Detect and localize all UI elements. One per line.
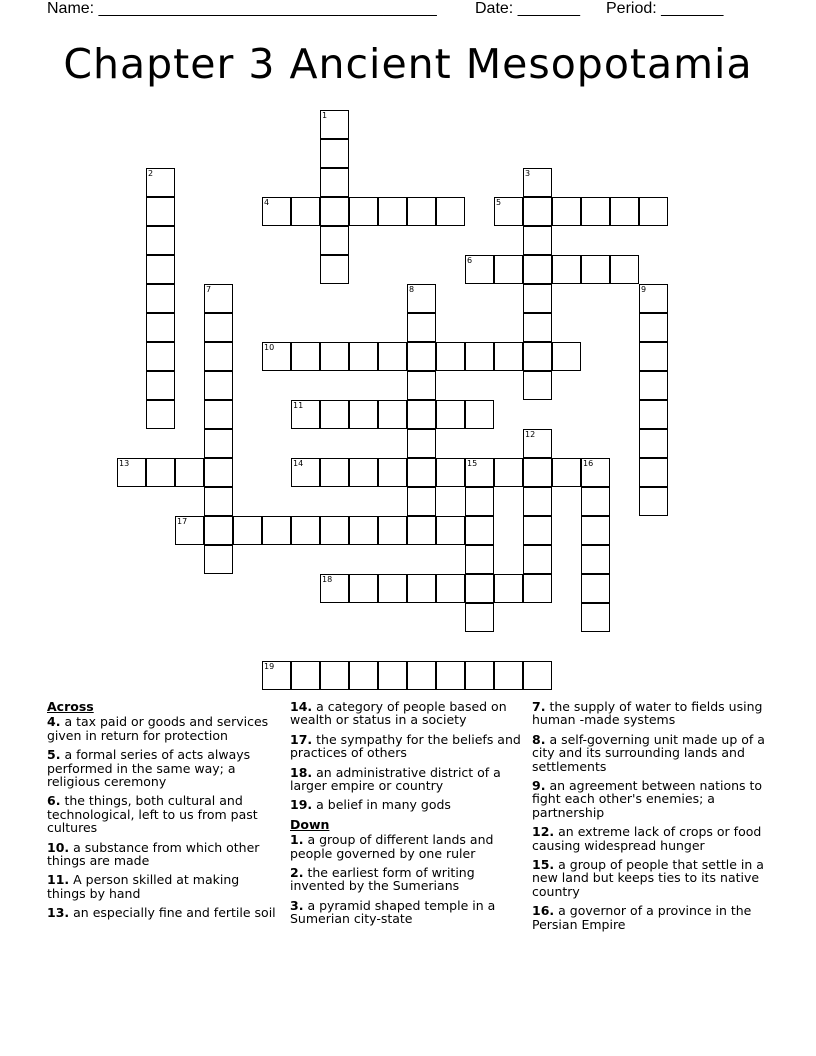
crossword-cell[interactable] (523, 429, 552, 458)
crossword-cell[interactable] (146, 458, 175, 487)
crossword-cell[interactable] (639, 284, 668, 313)
crossword-cell[interactable] (378, 197, 407, 226)
crossword-cell[interactable] (436, 400, 465, 429)
clue-number: 5 (496, 198, 502, 207)
down-heading: Down (290, 816, 330, 832)
clue-number: 12 (525, 430, 536, 439)
crossword-cell[interactable] (407, 342, 436, 371)
crossword-cell[interactable] (436, 574, 465, 603)
crossword-cell[interactable] (610, 255, 639, 284)
across-heading: Across (47, 699, 94, 714)
crossword-cell[interactable] (639, 313, 668, 342)
crossword-cell[interactable] (436, 516, 465, 545)
crossword-cell[interactable] (436, 661, 465, 690)
crossword-cell[interactable] (204, 284, 233, 313)
clues-column-3 (532, 700, 772, 937)
crossword-cell[interactable] (639, 429, 668, 458)
crossword-cell[interactable] (436, 197, 465, 226)
crossword-cell[interactable] (465, 516, 494, 545)
crossword-cell[interactable] (639, 400, 668, 429)
crossword-cell[interactable] (320, 110, 349, 139)
crossword-cell[interactable] (494, 458, 523, 487)
crossword-cell[interactable] (204, 516, 233, 545)
crossword-cell[interactable] (465, 400, 494, 429)
crossword-cell[interactable] (523, 255, 552, 284)
clues-column-2 (290, 700, 522, 932)
crossword-cell[interactable] (262, 197, 291, 226)
crossword-cell[interactable] (262, 661, 291, 690)
crossword-cell[interactable] (581, 197, 610, 226)
crossword-cell[interactable] (175, 458, 204, 487)
clue-across-18: 18. an administrative district of a larger empire or country (290, 764, 501, 794)
crossword-cell[interactable] (407, 458, 436, 487)
crossword-cell[interactable] (291, 661, 320, 690)
crossword-cell[interactable] (146, 197, 175, 226)
crossword-cell[interactable] (349, 574, 378, 603)
crossword-cell[interactable] (523, 284, 552, 313)
clue-number: 16 (583, 459, 594, 468)
crossword-cell[interactable] (349, 516, 378, 545)
crossword-cell[interactable] (494, 661, 523, 690)
crossword-cell[interactable] (523, 197, 552, 226)
crossword-cell[interactable] (639, 342, 668, 371)
crossword-cell[interactable] (320, 400, 349, 429)
crossword-cell[interactable] (436, 342, 465, 371)
crossword-cell[interactable] (407, 516, 436, 545)
crossword-cell[interactable] (465, 255, 494, 284)
clue-number: 15 (467, 459, 478, 468)
clue-across-11: 11. A person skilled at making things by hand (47, 872, 240, 901)
crossword-cell[interactable] (523, 168, 552, 197)
crossword-cell[interactable] (291, 458, 320, 487)
crossword-cell[interactable] (552, 197, 581, 226)
crossword-cell[interactable] (494, 342, 523, 371)
clue-number: 1 (322, 111, 328, 120)
crossword-cell[interactable] (146, 284, 175, 313)
crossword-cell[interactable] (146, 371, 175, 400)
crossword-cell[interactable] (146, 168, 175, 197)
crossword-cell[interactable] (494, 197, 523, 226)
clue-across-17: 17. the sympathy for the beliefs and practices of others (290, 731, 521, 761)
clue-across-5: 5. a formal series of acts always performed in the same way; a religious ceremony (47, 747, 251, 790)
crossword-cell[interactable] (262, 342, 291, 371)
clue-across-19: 19. a belief in many gods (290, 797, 451, 813)
clue-across-4: 4. a tax paid or goods and services given in return for protection (47, 714, 269, 743)
crossword-cell[interactable] (436, 458, 465, 487)
crossword-cell[interactable] (175, 516, 204, 545)
clue-number: 8 (409, 285, 415, 294)
crossword-cell[interactable] (407, 313, 436, 342)
crossword-cell[interactable] (407, 661, 436, 690)
crossword-cell[interactable] (349, 400, 378, 429)
crossword-cell[interactable] (465, 661, 494, 690)
crossword-cell[interactable] (639, 487, 668, 516)
crossword-cell[interactable] (291, 197, 320, 226)
clue-number: 4 (264, 198, 270, 207)
crossword-cell[interactable] (320, 661, 349, 690)
crossword-cell[interactable] (320, 516, 349, 545)
crossword-cell[interactable] (465, 458, 494, 487)
clue-down-9: 9. an agreement between nations to fight each other's enemies; a partnership (532, 778, 763, 820)
crossword-cell[interactable] (262, 516, 291, 545)
page-title: Chapter 3 Ancient Mesopotamia (63, 40, 753, 88)
crossword-cell[interactable] (581, 255, 610, 284)
crossword-cell[interactable] (465, 487, 494, 516)
period-field-label: Period: _______ (606, 0, 724, 17)
crossword-cell[interactable] (407, 429, 436, 458)
crossword-cell[interactable] (204, 371, 233, 400)
clue-down-8: 8. a self-governing unit made up of a city and its surrounding lands and settlements (532, 731, 765, 774)
crossword-cell[interactable] (523, 661, 552, 690)
crossword-cell[interactable] (494, 574, 523, 603)
clue-number: 14 (293, 459, 304, 468)
clue-down-7: 7. the supply of water to fields using human -made systems (532, 699, 763, 728)
clue-number: 3 (525, 169, 531, 178)
clue-down-16: 16. a governor of a province in the Persian Empire (532, 903, 752, 932)
crossword-cell[interactable] (146, 255, 175, 284)
crossword-cell[interactable] (320, 255, 349, 284)
crossword-cell[interactable] (204, 487, 233, 516)
crossword-cell[interactable] (639, 197, 668, 226)
clue-number: 17 (177, 517, 188, 526)
crossword-cell[interactable] (639, 371, 668, 400)
crossword-cell[interactable] (552, 255, 581, 284)
crossword-cell[interactable] (204, 313, 233, 342)
crossword-cell[interactable] (610, 197, 639, 226)
crossword-cell[interactable] (407, 400, 436, 429)
clue-down-15: 15. a group of people that settle in a new land but keeps ties to its native country (532, 857, 764, 899)
crossword-cell[interactable] (146, 313, 175, 342)
crossword-cell[interactable] (378, 400, 407, 429)
name-field-label: Name: ______________________________________ (47, 0, 437, 17)
crossword-cell[interactable] (320, 168, 349, 197)
crossword-cell[interactable] (465, 545, 494, 574)
crossword-cell[interactable] (523, 458, 552, 487)
clue-across-13: 13. an especially fine and fertile soil (47, 905, 276, 921)
crossword-cell[interactable] (407, 371, 436, 400)
crossword-cell[interactable] (320, 458, 349, 487)
crossword-cell[interactable] (320, 574, 349, 603)
crossword-cell[interactable] (349, 458, 378, 487)
crossword-cell[interactable] (523, 574, 552, 603)
crossword-cell[interactable] (291, 516, 320, 545)
crossword-cell[interactable] (320, 342, 349, 371)
crossword-cell[interactable] (349, 661, 378, 690)
crossword-cell[interactable] (523, 226, 552, 255)
crossword-cell[interactable] (581, 458, 610, 487)
clue-down-12: 12. an extreme lack of crops or food causing widespread hunger (532, 824, 762, 853)
crossword-cell[interactable] (146, 226, 175, 255)
crossword-cell[interactable] (117, 458, 146, 487)
crossword-cell[interactable] (465, 574, 494, 603)
crossword-cell[interactable] (320, 197, 349, 226)
crossword-cell[interactable] (407, 487, 436, 516)
crossword-cell[interactable] (378, 458, 407, 487)
clue-down-2: 2. the earliest form of writing invented by the Sumerians (290, 865, 475, 894)
crossword-cell[interactable] (204, 545, 233, 574)
crossword-cell[interactable] (581, 574, 610, 603)
crossword-cell[interactable] (465, 342, 494, 371)
clue-number: 11 (293, 401, 304, 410)
crossword-cell[interactable] (378, 574, 407, 603)
crossword-cell[interactable] (291, 400, 320, 429)
clue-across-6: 6. the things, both cultural and technological, left to us from past cultures (47, 793, 258, 836)
crossword-cell[interactable] (204, 400, 233, 429)
clue-number: 18 (322, 575, 333, 584)
crossword-cell[interactable] (523, 313, 552, 342)
clue-number: 13 (119, 459, 130, 468)
crossword-cell[interactable] (378, 661, 407, 690)
crossword-cell[interactable] (291, 342, 320, 371)
crossword-cell[interactable] (146, 400, 175, 429)
clues-column-1 (47, 700, 277, 926)
crossword-cell[interactable] (378, 342, 407, 371)
clue-number: 6 (467, 256, 473, 265)
crossword-cell[interactable] (581, 545, 610, 574)
crossword-cell[interactable] (639, 458, 668, 487)
clue-number: 7 (206, 285, 212, 294)
crossword-cell[interactable] (465, 603, 494, 632)
crossword-cell[interactable] (204, 458, 233, 487)
crossword-cell[interactable] (320, 139, 349, 168)
crossword-cell[interactable] (146, 342, 175, 371)
crossword-cell[interactable] (349, 342, 378, 371)
clue-number: 10 (264, 343, 275, 352)
crossword-cell[interactable] (204, 429, 233, 458)
crossword-cell[interactable] (349, 197, 378, 226)
crossword-cell[interactable] (523, 516, 552, 545)
crossword-cell[interactable] (494, 255, 523, 284)
crossword-cell[interactable] (523, 487, 552, 516)
crossword-cell[interactable] (378, 516, 407, 545)
crossword-cell[interactable] (552, 458, 581, 487)
clue-across-14: 14. a category of people based on wealth or status in a society (290, 699, 507, 728)
crossword-cell[interactable] (407, 574, 436, 603)
crossword-cell[interactable] (581, 487, 610, 516)
crossword-cell[interactable] (581, 516, 610, 545)
clue-across-10: 10. a substance from which other things are made (47, 839, 260, 869)
crossword-cell[interactable] (204, 342, 233, 371)
clue-number: 9 (641, 285, 647, 294)
crossword-cell[interactable] (320, 226, 349, 255)
clue-down-1: 1. a group of different lands and people governed by one ruler (290, 832, 494, 861)
crossword-cell[interactable] (523, 342, 552, 371)
crossword-cell[interactable] (233, 516, 262, 545)
crossword-cell[interactable] (407, 197, 436, 226)
crossword-cell[interactable] (523, 371, 552, 400)
clue-down-3: 3. a pyramid shaped temple in a Sumerian city-state (290, 897, 496, 927)
crossword-cell[interactable] (407, 284, 436, 313)
crossword-cell[interactable] (552, 342, 581, 371)
date-field-label: Date: _______ (475, 0, 580, 17)
clue-number: 19 (264, 662, 275, 671)
crossword-cell[interactable] (581, 603, 610, 632)
crossword-cell[interactable] (523, 545, 552, 574)
clue-number: 2 (148, 169, 154, 178)
